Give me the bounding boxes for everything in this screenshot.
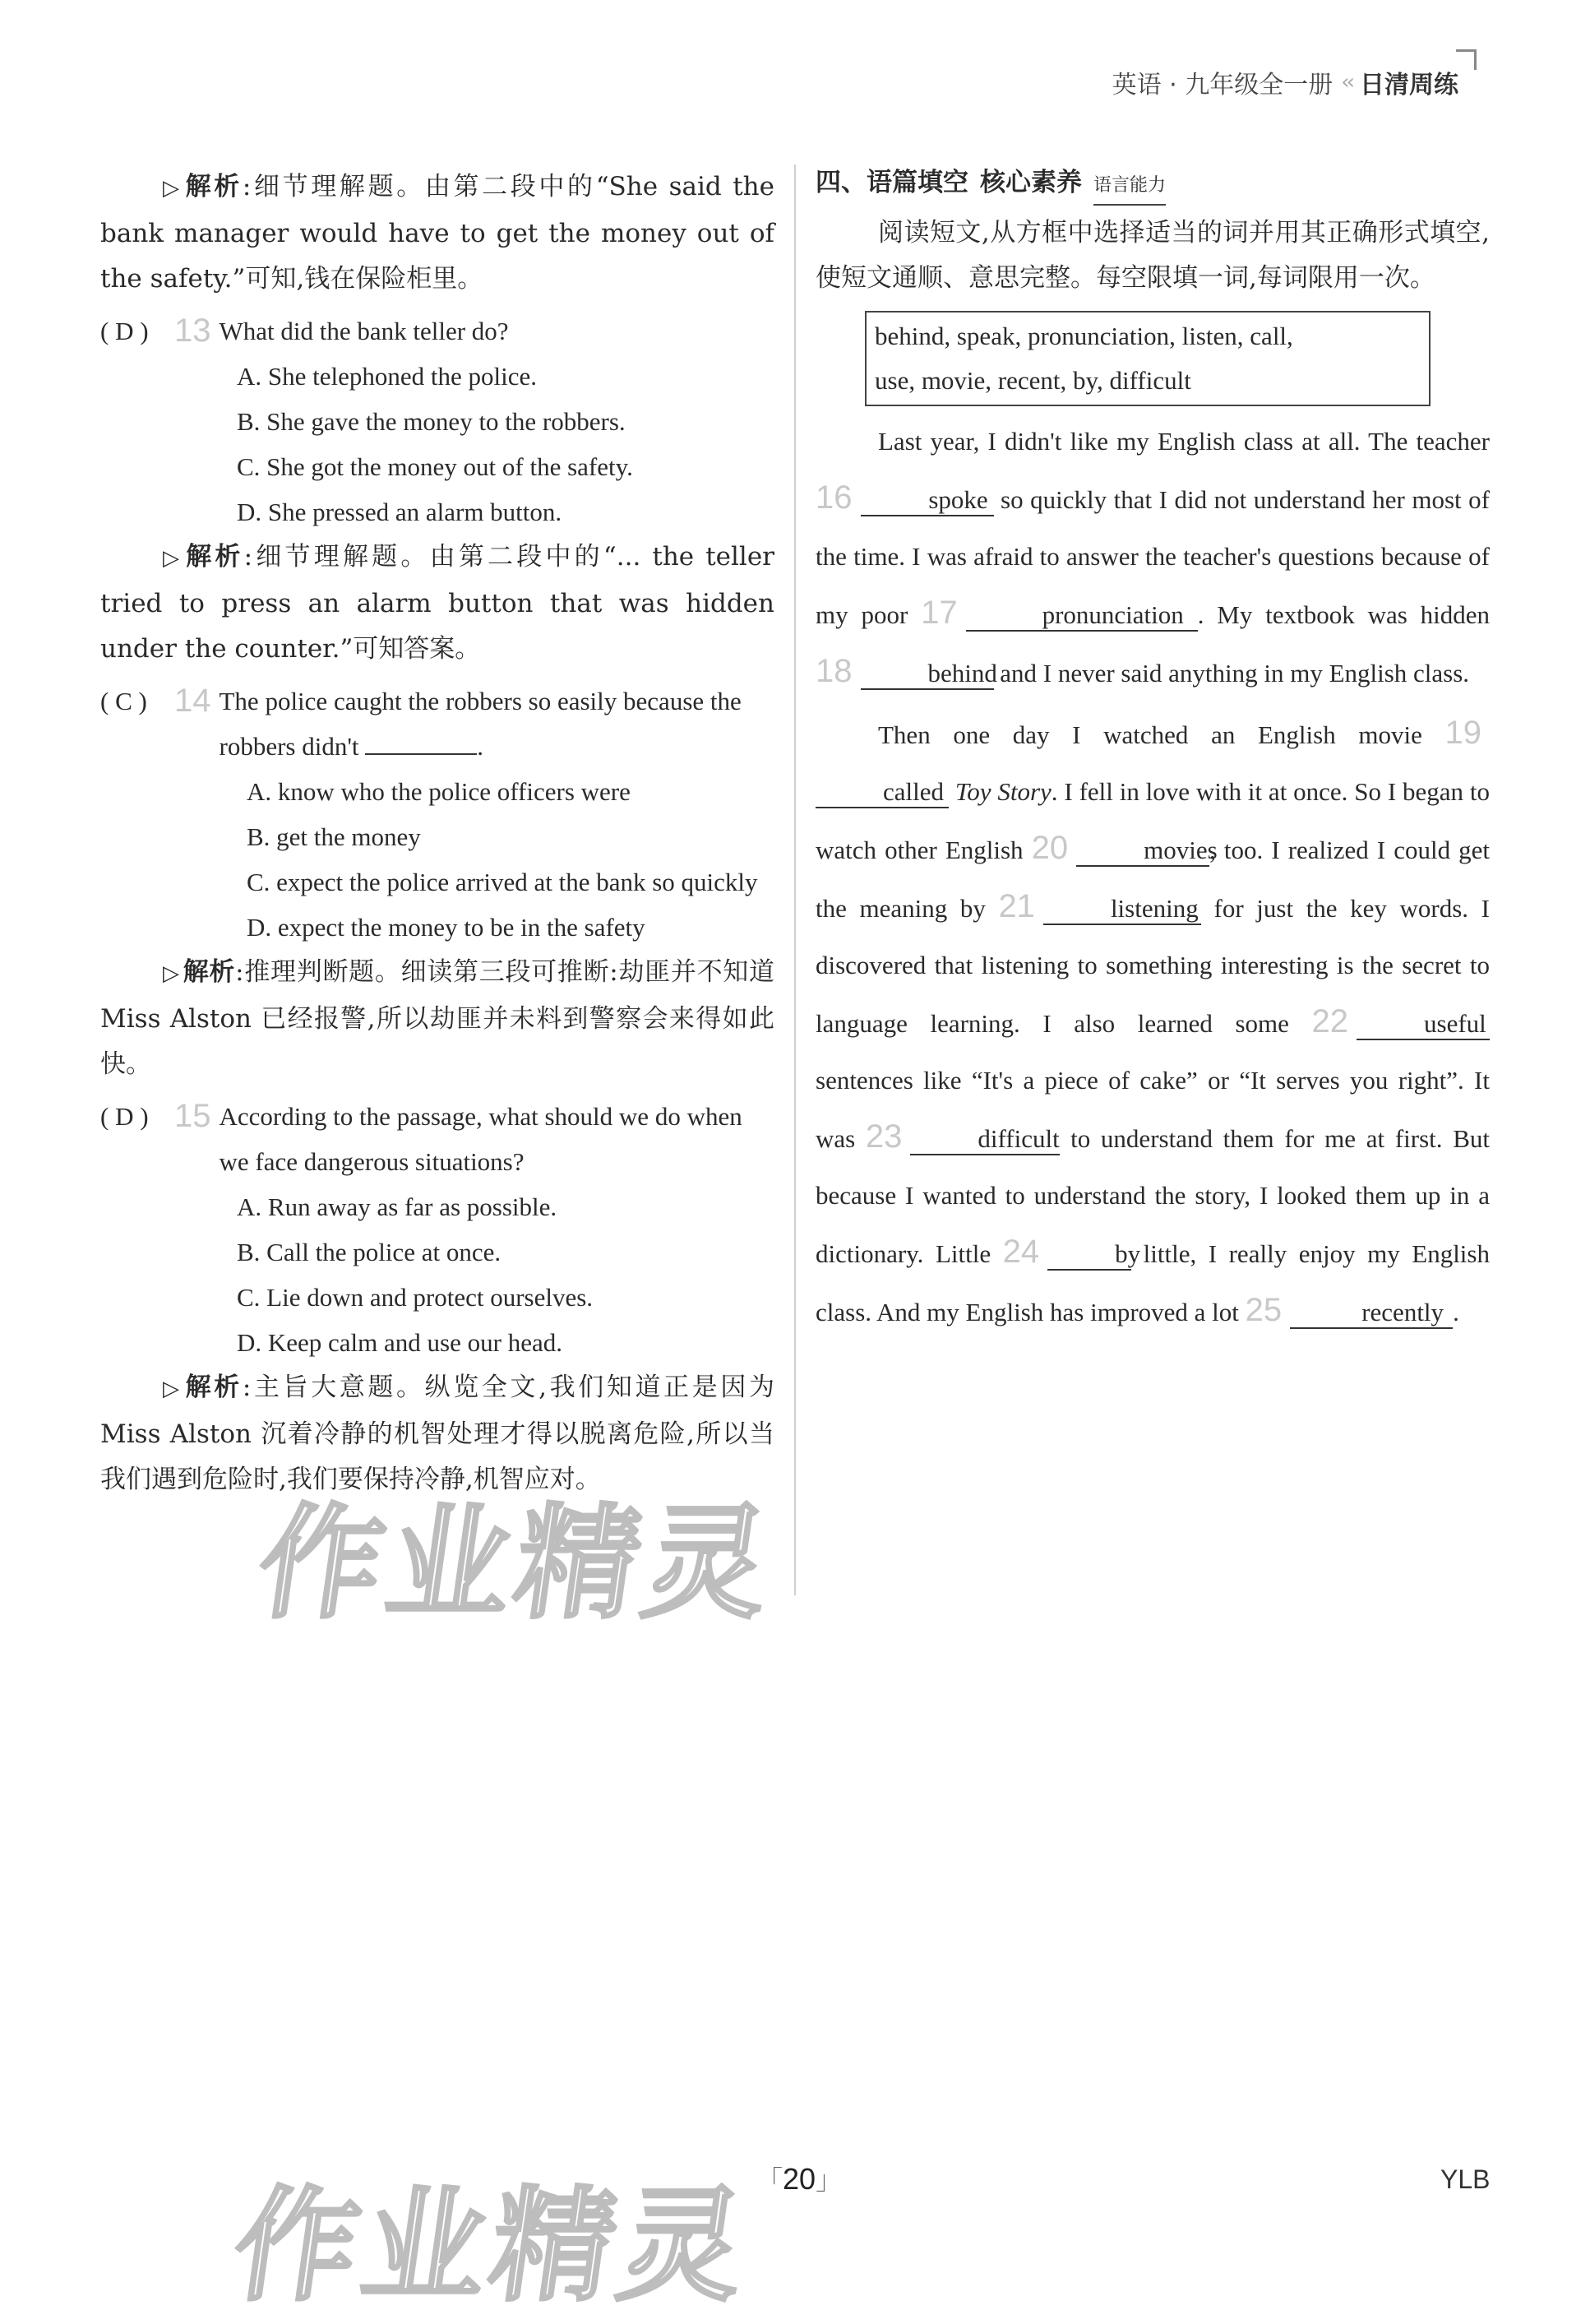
column-divider: [794, 164, 796, 1595]
blank-number: 17: [921, 595, 958, 631]
word-bank-line: use, movie, recent, by, difficult: [875, 366, 1191, 395]
option: A. Run away as far as possible.: [237, 1192, 557, 1221]
blank-answer: difficult: [910, 1124, 1060, 1155]
blank-answer: by: [1047, 1239, 1131, 1271]
subject-label: 英语 · 九年级全一册: [1112, 71, 1333, 100]
word-bank: [865, 311, 1431, 406]
blank-answer: useful: [1357, 1009, 1490, 1040]
options-14: [247, 769, 774, 950]
analysis-14: ▷ 解析:推理判断题。细读第三段可推断:劫匪并不知道 Miss Alston 已经报警,所以劫匪并未料到警察会来得如此快。: [100, 957, 775, 1079]
analysis-12: ▷ 解析:细节理解题。由第二段中的“She said the bank manager would have to get the money out of the safety.”可知,钱在保险柜里。: [100, 172, 774, 294]
question-14: [100, 678, 774, 769]
blank-number: 22: [1311, 1003, 1348, 1039]
blank-answer: recently: [1290, 1298, 1453, 1329]
blank-answer: listening: [1043, 894, 1201, 925]
question-number-15: 15: [174, 1098, 211, 1134]
right-column: [816, 164, 1490, 1340]
section-heading: 四、语篇填空: [816, 168, 968, 197]
movie-title: Toy Story: [954, 777, 1052, 806]
triangle-icon: ▷: [163, 1377, 183, 1401]
blank-answer: spoke: [861, 485, 994, 516]
question-number-13: 13: [174, 312, 211, 349]
analysis-15: ▷ 解析:主旨大意题。纵览全文,我们知道正是因为 Miss Alston 沉着冷静的机智处理才得以脱离危险,所以当我们遇到危险时,我们要保持冷静,机智应对。: [100, 1373, 775, 1494]
blank-number: 19: [1444, 715, 1481, 751]
option: B. get the money: [247, 822, 421, 851]
bracket-right-icon: 」: [816, 2165, 843, 2195]
question-number-14: 14: [174, 683, 211, 719]
blank-number: 16: [816, 479, 853, 516]
options-15: [237, 1184, 774, 1365]
answer-blank: [365, 730, 477, 755]
blank-answer: behind: [861, 659, 994, 690]
left-column: [100, 164, 774, 1502]
option: C. She got the money out of the safety.: [237, 452, 633, 481]
footer-code: YLB: [1440, 2164, 1491, 2194]
blank-number: 25: [1245, 1292, 1283, 1328]
stem-15: According to the passage, what should we do when we face dangerous situations?: [219, 1102, 742, 1176]
stem-14: The police caught the robbers so easily because the robbers didn't .: [219, 687, 742, 761]
running-header: [1112, 64, 1458, 100]
option: D. Keep calm and use our head.: [237, 1328, 562, 1357]
options-13: [237, 354, 774, 535]
option: C. expect the police arrived at the bank so quickly: [247, 868, 758, 896]
option: D. expect the money to be in the safety: [247, 913, 645, 942]
chevron-icon: ‹‹: [1341, 70, 1352, 95]
question-15: [100, 1094, 774, 1184]
blank-number: 18: [816, 653, 853, 689]
answer-13: ( D ): [100, 317, 149, 345]
option: B. She gave the money to the robbers.: [237, 407, 626, 436]
stem-13: What did the bank teller do?: [219, 317, 509, 345]
brand-label: 日清周练: [1360, 71, 1458, 100]
option: B. Call the police at once.: [237, 1238, 501, 1266]
cloze-paragraph-2: Then one day I watched an English movie 19called Toy Story. I fell in love with it at once. So I began to watch other English 20 movies, too. I realized I could get the meaning by 21 listening for just the key words. I discovered that listening to something interesting is the secret to language learning. I also learned some 22 useful sentences like “It's a piece of cake” or “It serves you right”. It was 23 difficult to understand them for me at first. But because I wanted to understand the story, I looked them up in a dictionary. Little 24 by little, I really enjoy my English class. And my English has improved a lot 25 recently .: [816, 715, 1491, 1328]
section-title: [816, 164, 1490, 206]
blank-number: 20: [1031, 830, 1069, 866]
cloze-paragraph-1: Last year, I didn't like my English class at all. The teacher 16 spoke so quickly that I did not understand her most of the time. I was afraid to answer the teacher's questions because of my poor 17 pronunciation . My textbook was hidden 18 behind and I never said anything in my English class.: [816, 427, 1491, 689]
watermark: 作业精灵: [249, 1493, 783, 1636]
answer-14: ( C ): [100, 687, 147, 715]
corner-mark-icon: [1456, 49, 1477, 70]
blank-number: 23: [865, 1118, 903, 1155]
blank-answer: movies: [1076, 836, 1209, 867]
blank-answer: called: [816, 777, 949, 808]
page-number: 「20」: [756, 2162, 843, 2196]
option: A. She telephoned the police.: [237, 362, 538, 391]
watermark: 作业精灵: [224, 2175, 759, 2318]
triangle-icon: ▷: [163, 546, 183, 571]
triangle-icon: ▷: [163, 961, 180, 986]
word-bank-line: behind, speak, pronunciation, listen, call,: [875, 322, 1293, 350]
option: D. She pressed an alarm button.: [237, 498, 562, 526]
blank-answer: pronunciation: [966, 600, 1198, 632]
blank-number: 21: [998, 888, 1035, 924]
section-sub: 语言能力: [1093, 168, 1166, 206]
triangle-icon: ▷: [163, 176, 183, 201]
bracket-left-icon: 「: [756, 2165, 783, 2195]
blank-number: 24: [1002, 1234, 1040, 1270]
question-13: [100, 308, 774, 354]
option: A. know who the police officers were: [247, 777, 631, 806]
section-tag: 核心素养: [980, 168, 1082, 197]
option: C. Lie down and protect ourselves.: [237, 1283, 594, 1312]
instructions: 阅读短文,从方框中选择适当的词并用其正确形式填空,使短文通顺、意思完整。每空限填一词,每词限用一次。: [816, 218, 1490, 293]
answer-15: ( D ): [100, 1102, 149, 1131]
analysis-13: ▷ 解析:细节理解题。由第二段中的“... the teller tried to press an alarm button that was hidden under the counter.”可知答案。: [100, 542, 774, 664]
